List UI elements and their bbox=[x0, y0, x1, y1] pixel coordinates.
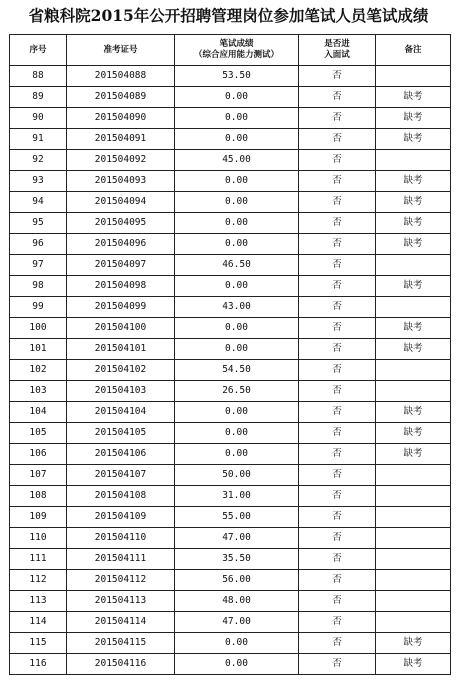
table-row bbox=[10, 192, 451, 213]
cell-score: 0.00 bbox=[175, 423, 299, 444]
table-row bbox=[10, 444, 451, 465]
cell-note bbox=[376, 612, 451, 633]
cell-interview: 否 bbox=[299, 255, 376, 276]
cell-exam-no: 201504088 bbox=[67, 66, 175, 87]
table-row bbox=[10, 297, 451, 318]
table-row bbox=[10, 360, 451, 381]
cell-exam-no: 201504089 bbox=[67, 87, 175, 108]
cell-score: 56.00 bbox=[175, 570, 299, 591]
cell-seq: 103 bbox=[10, 381, 67, 402]
cell-note: 缺考 bbox=[376, 192, 451, 213]
cell-score: 31.00 bbox=[175, 486, 299, 507]
cell-seq: 115 bbox=[10, 633, 67, 654]
cell-score: 26.50 bbox=[175, 381, 299, 402]
table-header-row bbox=[10, 35, 451, 66]
table-row bbox=[10, 150, 451, 171]
header-seq: 序号 bbox=[10, 35, 67, 66]
cell-note bbox=[376, 570, 451, 591]
cell-exam-no: 201504100 bbox=[67, 318, 175, 339]
cell-seq: 97 bbox=[10, 255, 67, 276]
cell-note bbox=[376, 528, 451, 549]
cell-score: 47.00 bbox=[175, 528, 299, 549]
table-row bbox=[10, 276, 451, 297]
header-interview-line2: 入面试 bbox=[324, 50, 350, 60]
cell-exam-no: 201504101 bbox=[67, 339, 175, 360]
cell-exam-no: 201504116 bbox=[67, 654, 175, 675]
cell-note: 缺考 bbox=[376, 654, 451, 675]
table-row bbox=[10, 318, 451, 339]
cell-note bbox=[376, 360, 451, 381]
header-score-line1: 笔试成绩 bbox=[219, 39, 254, 49]
cell-interview: 否 bbox=[299, 129, 376, 150]
table-row bbox=[10, 465, 451, 486]
table-row bbox=[10, 507, 451, 528]
table-row bbox=[10, 255, 451, 276]
cell-note: 缺考 bbox=[376, 633, 451, 654]
cell-interview: 否 bbox=[299, 465, 376, 486]
table-row bbox=[10, 381, 451, 402]
cell-seq: 98 bbox=[10, 276, 67, 297]
cell-exam-no: 201504112 bbox=[67, 570, 175, 591]
cell-interview: 否 bbox=[299, 633, 376, 654]
cell-interview: 否 bbox=[299, 318, 376, 339]
cell-score: 0.00 bbox=[175, 402, 299, 423]
cell-exam-no: 201504099 bbox=[67, 297, 175, 318]
cell-note: 缺考 bbox=[376, 213, 451, 234]
cell-note bbox=[376, 66, 451, 87]
cell-interview: 否 bbox=[299, 381, 376, 402]
cell-score: 0.00 bbox=[175, 654, 299, 675]
table-row bbox=[10, 570, 451, 591]
cell-seq: 111 bbox=[10, 549, 67, 570]
cell-note: 缺考 bbox=[376, 108, 451, 129]
cell-score: 53.50 bbox=[175, 66, 299, 87]
cell-score: 0.00 bbox=[175, 276, 299, 297]
table-row bbox=[10, 66, 451, 87]
cell-exam-no: 201504097 bbox=[67, 255, 175, 276]
cell-note bbox=[376, 486, 451, 507]
cell-exam-no: 201504104 bbox=[67, 402, 175, 423]
cell-score: 50.00 bbox=[175, 465, 299, 486]
cell-seq: 96 bbox=[10, 234, 67, 255]
cell-score: 46.50 bbox=[175, 255, 299, 276]
table-row bbox=[10, 171, 451, 192]
cell-exam-no: 201504111 bbox=[67, 549, 175, 570]
cell-score: 48.00 bbox=[175, 591, 299, 612]
table-row bbox=[10, 654, 451, 675]
table-row bbox=[10, 129, 451, 150]
cell-score: 35.50 bbox=[175, 549, 299, 570]
table-row bbox=[10, 612, 451, 633]
cell-interview: 否 bbox=[299, 570, 376, 591]
cell-exam-no: 201504096 bbox=[67, 234, 175, 255]
cell-seq: 106 bbox=[10, 444, 67, 465]
table-row bbox=[10, 234, 451, 255]
cell-interview: 否 bbox=[299, 591, 376, 612]
cell-seq: 114 bbox=[10, 612, 67, 633]
cell-note: 缺考 bbox=[376, 339, 451, 360]
cell-seq: 100 bbox=[10, 318, 67, 339]
cell-seq: 99 bbox=[10, 297, 67, 318]
cell-seq: 88 bbox=[10, 66, 67, 87]
cell-interview: 否 bbox=[299, 108, 376, 129]
cell-seq: 89 bbox=[10, 87, 67, 108]
table-row bbox=[10, 549, 451, 570]
cell-exam-no: 201504095 bbox=[67, 213, 175, 234]
cell-exam-no: 201504098 bbox=[67, 276, 175, 297]
header-score-line2: （综合应用能力测试） bbox=[193, 50, 279, 60]
cell-exam-no: 201504114 bbox=[67, 612, 175, 633]
cell-interview: 否 bbox=[299, 360, 376, 381]
cell-interview: 否 bbox=[299, 612, 376, 633]
cell-score: 0.00 bbox=[175, 171, 299, 192]
cell-interview: 否 bbox=[299, 150, 376, 171]
cell-interview: 否 bbox=[299, 192, 376, 213]
cell-score: 0.00 bbox=[175, 234, 299, 255]
header-score bbox=[175, 35, 299, 66]
cell-score: 54.50 bbox=[175, 360, 299, 381]
cell-exam-no: 201504113 bbox=[67, 591, 175, 612]
cell-seq: 108 bbox=[10, 486, 67, 507]
cell-interview: 否 bbox=[299, 444, 376, 465]
cell-seq: 116 bbox=[10, 654, 67, 675]
table-row bbox=[10, 108, 451, 129]
cell-seq: 110 bbox=[10, 528, 67, 549]
cell-seq: 104 bbox=[10, 402, 67, 423]
cell-score: 0.00 bbox=[175, 108, 299, 129]
table-body bbox=[10, 66, 451, 675]
table-row bbox=[10, 633, 451, 654]
cell-score: 0.00 bbox=[175, 129, 299, 150]
cell-seq: 94 bbox=[10, 192, 67, 213]
cell-exam-no: 201504105 bbox=[67, 423, 175, 444]
cell-note bbox=[376, 255, 451, 276]
cell-seq: 95 bbox=[10, 213, 67, 234]
cell-note: 缺考 bbox=[376, 402, 451, 423]
table-row bbox=[10, 423, 451, 444]
cell-note bbox=[376, 591, 451, 612]
cell-note bbox=[376, 297, 451, 318]
score-table bbox=[9, 34, 451, 675]
table-row bbox=[10, 591, 451, 612]
cell-exam-no: 201504109 bbox=[67, 507, 175, 528]
cell-note: 缺考 bbox=[376, 318, 451, 339]
cell-seq: 107 bbox=[10, 465, 67, 486]
cell-interview: 否 bbox=[299, 234, 376, 255]
cell-seq: 93 bbox=[10, 171, 67, 192]
cell-exam-no: 201504094 bbox=[67, 192, 175, 213]
header-interview-line1: 是否进 bbox=[324, 39, 350, 49]
cell-seq: 91 bbox=[10, 129, 67, 150]
cell-score: 0.00 bbox=[175, 633, 299, 654]
cell-interview: 否 bbox=[299, 171, 376, 192]
cell-note bbox=[376, 549, 451, 570]
cell-score: 45.00 bbox=[175, 150, 299, 171]
cell-exam-no: 201504093 bbox=[67, 171, 175, 192]
cell-note: 缺考 bbox=[376, 423, 451, 444]
cell-seq: 109 bbox=[10, 507, 67, 528]
cell-exam-no: 201504115 bbox=[67, 633, 175, 654]
cell-seq: 105 bbox=[10, 423, 67, 444]
cell-exam-no: 201504090 bbox=[67, 108, 175, 129]
cell-score: 43.00 bbox=[175, 297, 299, 318]
cell-interview: 否 bbox=[299, 213, 376, 234]
header-exam-no: 准考证号 bbox=[67, 35, 175, 66]
cell-exam-no: 201504108 bbox=[67, 486, 175, 507]
cell-note: 缺考 bbox=[376, 234, 451, 255]
cell-score: 0.00 bbox=[175, 213, 299, 234]
table-row bbox=[10, 213, 451, 234]
cell-interview: 否 bbox=[299, 297, 376, 318]
table-row bbox=[10, 339, 451, 360]
cell-exam-no: 201504106 bbox=[67, 444, 175, 465]
cell-interview: 否 bbox=[299, 507, 376, 528]
table-row bbox=[10, 528, 451, 549]
cell-interview: 否 bbox=[299, 486, 376, 507]
cell-interview: 否 bbox=[299, 402, 376, 423]
header-note: 备注 bbox=[376, 35, 451, 66]
cell-interview: 否 bbox=[299, 528, 376, 549]
cell-exam-no: 201504107 bbox=[67, 465, 175, 486]
cell-interview: 否 bbox=[299, 423, 376, 444]
cell-score: 0.00 bbox=[175, 339, 299, 360]
cell-exam-no: 201504102 bbox=[67, 360, 175, 381]
cell-score: 0.00 bbox=[175, 192, 299, 213]
cell-seq: 101 bbox=[10, 339, 67, 360]
cell-note: 缺考 bbox=[376, 87, 451, 108]
cell-seq: 102 bbox=[10, 360, 67, 381]
cell-note: 缺考 bbox=[376, 444, 451, 465]
table-row bbox=[10, 486, 451, 507]
document-title: 省粮科院2015年公开招聘管理岗位参加笔试人员笔试成绩 bbox=[28, 6, 429, 25]
cell-score: 0.00 bbox=[175, 87, 299, 108]
cell-seq: 92 bbox=[10, 150, 67, 171]
cell-note bbox=[376, 150, 451, 171]
cell-score: 55.00 bbox=[175, 507, 299, 528]
cell-note bbox=[376, 507, 451, 528]
cell-interview: 否 bbox=[299, 87, 376, 108]
cell-score: 0.00 bbox=[175, 444, 299, 465]
cell-score: 47.00 bbox=[175, 612, 299, 633]
table-row bbox=[10, 87, 451, 108]
cell-interview: 否 bbox=[299, 276, 376, 297]
cell-note bbox=[376, 381, 451, 402]
cell-seq: 90 bbox=[10, 108, 67, 129]
table-row bbox=[10, 402, 451, 423]
cell-exam-no: 201504091 bbox=[67, 129, 175, 150]
cell-note: 缺考 bbox=[376, 276, 451, 297]
header-interview bbox=[299, 35, 376, 66]
cell-interview: 否 bbox=[299, 549, 376, 570]
cell-score: 0.00 bbox=[175, 318, 299, 339]
cell-interview: 否 bbox=[299, 654, 376, 675]
cell-interview: 否 bbox=[299, 66, 376, 87]
cell-seq: 112 bbox=[10, 570, 67, 591]
cell-note: 缺考 bbox=[376, 171, 451, 192]
cell-exam-no: 201504092 bbox=[67, 150, 175, 171]
cell-seq: 113 bbox=[10, 591, 67, 612]
cell-interview: 否 bbox=[299, 339, 376, 360]
cell-note: 缺考 bbox=[376, 129, 451, 150]
cell-exam-no: 201504103 bbox=[67, 381, 175, 402]
cell-exam-no: 201504110 bbox=[67, 528, 175, 549]
cell-note bbox=[376, 465, 451, 486]
